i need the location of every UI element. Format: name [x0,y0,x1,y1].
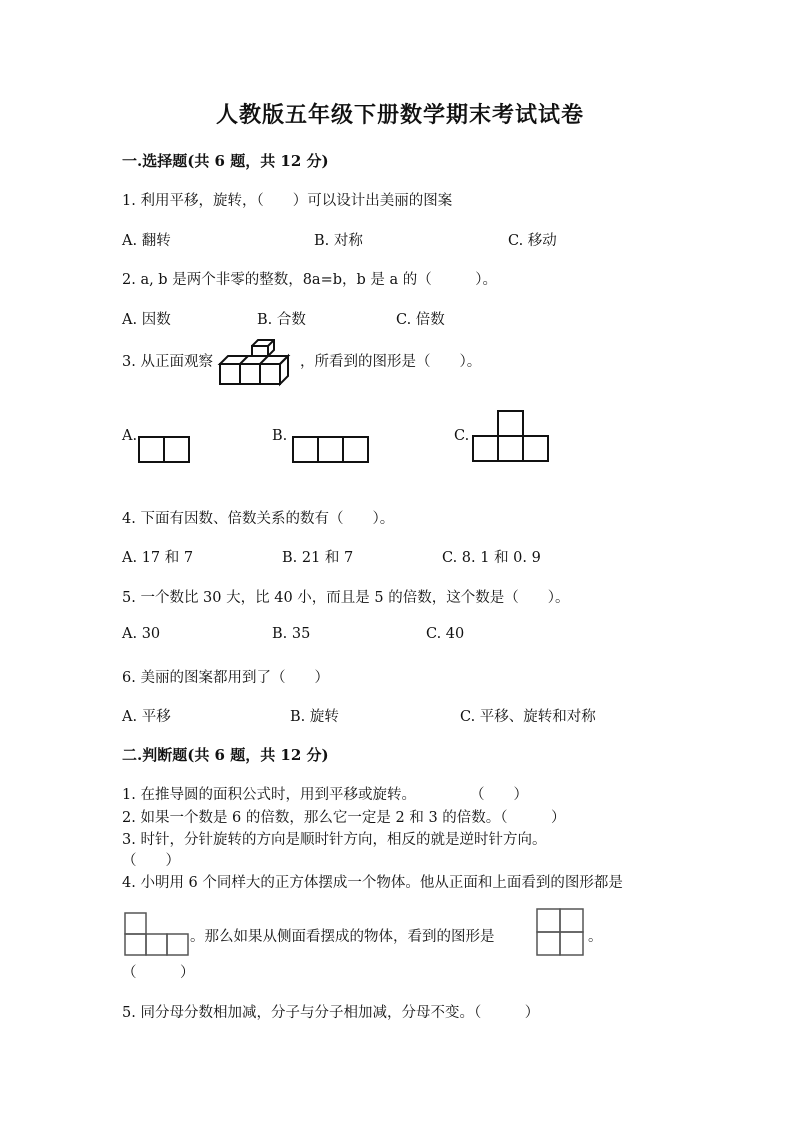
q5-option-c: C. 40 [426,626,465,642]
question-3-before: 3. 从正面观察 [122,354,213,370]
q5-option-b: B. 35 [272,626,311,642]
judgment-3: 3. 时针，分针旋转的方向是顺时针方向，相反的就是逆时针方向。 [122,832,547,848]
q6-option-a: A. 平移 [122,709,171,725]
q3-option-b-figure [292,436,372,464]
q1-option-a: A. 翻转 [122,233,171,249]
judgment-2: 2. 如果一个数是 6 的倍数，那么它一定是 2 和 3 的倍数。（ ） [122,810,566,826]
q6-option-b: B. 旋转 [290,709,339,725]
question-6: 6. 美丽的图案都用到了（ ） [122,670,329,686]
q2-option-c: C. 倍数 [396,312,445,328]
q4-option-c: C. 8. 1 和 0. 9 [442,550,541,566]
judgment-4-side-figure [536,908,586,958]
q4-option-a: A. 17 和 7 [122,550,194,566]
section-heading-judgment: 二.判断题(共 6 题，共 12 分) [122,746,329,764]
question-1: 1. 利用平移，旋转，（ ）可以设计出美丽的图案 [122,193,453,209]
q3-option-a-figure [138,436,192,464]
judgment-1-blank: （ ） [470,787,528,803]
q6-option-c: C. 平移、旋转和对称 [460,709,596,725]
question-5: 5. 一个数比 30 大，比 40 小，而且是 5 的倍数，这个数是（ ）。 [122,590,570,606]
q1-option-c: C. 移动 [508,233,557,249]
question-4: 4. 下面有因数、倍数关系的数有（ ）。 [122,511,395,527]
q3-option-c-figure [472,410,552,464]
page-title: 人教版五年级下册数学期末考试试卷 [215,102,584,128]
cube-stack-figure [218,344,298,388]
section-heading-choice: 一.选择题(共 6 题，共 12 分) [122,152,329,170]
judgment-4: 4. 小明用 6 个同样大的正方体摆成一个物体。他从正面和上面看到的图形都是 [122,875,623,891]
question-3-after: ，所看到的图形是（ ）。 [300,354,482,370]
judgment-5: 5. 同分母分数相加减，分子与分子相加减，分母不变。（ ） [122,1005,540,1021]
judgment-4-front-top-figure [124,912,190,956]
question-2: 2. a, b 是两个非零的整数，8a=b，b 是 a 的（ ）。 [122,272,498,288]
judgment-4-blank: （ ） [122,965,195,981]
judgment-4-mid: 。那么如果从侧面看摆成的物体，看到的图形是 [190,929,495,945]
q2-option-a: A. 因数 [122,312,171,328]
judgment-4-end: 。 [588,929,603,945]
q3-option-a: A. [122,428,138,444]
judgment-1: 1. 在推导圆的面积公式时，用到平移或旋转。 [122,787,416,803]
q4-option-b: B. 21 和 7 [282,550,354,566]
q3-option-c: C. [454,428,470,444]
q3-option-b: B. [272,428,288,444]
judgment-3-blank: （ ） [122,853,180,869]
q1-option-b: B. 对称 [314,233,363,249]
q2-option-b: B. 合数 [257,312,306,328]
q5-option-a: A. 30 [122,626,161,642]
